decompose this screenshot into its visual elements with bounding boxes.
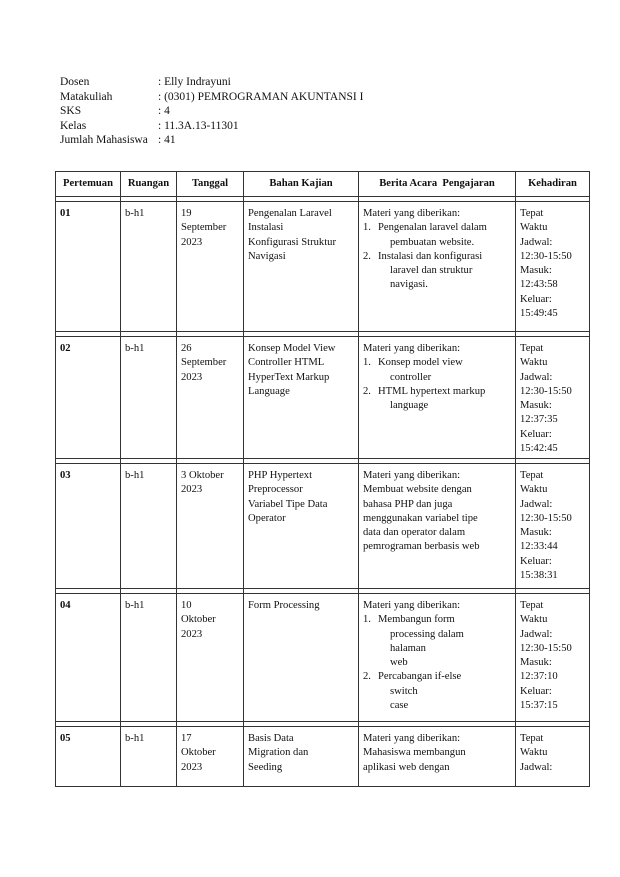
bahan-kajian-line: Form Processing xyxy=(248,600,320,611)
info-kelas xyxy=(60,119,363,134)
cell-pertemuan xyxy=(56,594,121,722)
info-matakuliah xyxy=(60,90,363,105)
bahan-kajian-line: Variabel Tipe Data xyxy=(248,498,328,510)
berita-item-number: 1. xyxy=(363,222,371,234)
ruangan-value: b-h1 xyxy=(125,343,145,354)
tanggal-value xyxy=(177,464,243,498)
tanggal-line: 26 xyxy=(181,343,192,354)
berita-item-line: case xyxy=(390,700,409,712)
kehadiran-line: Jadwal: xyxy=(520,236,553,248)
tanggal-line: 19 xyxy=(181,208,192,219)
info-jumlah-mahasiswa xyxy=(60,133,363,148)
tanggal-line: 3 Oktober xyxy=(181,470,224,481)
table-body xyxy=(56,197,590,787)
bahan-kajian-line: Seeding xyxy=(248,761,283,773)
info-dosen xyxy=(60,75,363,90)
ruangan-value: b-h1 xyxy=(125,733,145,744)
cell-berita-acara xyxy=(359,594,516,722)
berita-item-line: Membangun form xyxy=(378,614,455,626)
berita-item-line: Percabangan if-else xyxy=(378,671,462,683)
bahan-kajian-line: Migration dan xyxy=(248,747,309,759)
berita-text-line: pemrograman berbasis web xyxy=(363,541,480,553)
cell-berita-acara xyxy=(359,727,516,787)
berita-lead: Materi yang diberikan: xyxy=(363,470,461,481)
berita-item xyxy=(363,356,512,385)
table-row xyxy=(56,594,590,722)
kehadiran-line: Keluar: xyxy=(520,685,552,697)
cell-kehadiran xyxy=(516,594,590,722)
cell-tanggal xyxy=(177,727,244,787)
cell-bahan-kajian xyxy=(244,594,359,722)
kehadiran-line: 12:33:44 xyxy=(520,541,558,553)
tanggal-line: 2023 xyxy=(181,371,203,383)
kehadiran-line: Keluar: xyxy=(520,293,552,305)
cell-ruangan xyxy=(121,337,177,459)
tanggal-line: 17 xyxy=(181,733,192,744)
tanggal-value xyxy=(177,337,243,385)
berita-item-line: switch xyxy=(390,685,418,697)
bahan-kajian-line: Basis Data xyxy=(248,733,294,744)
berita-item xyxy=(363,385,512,414)
tanggal-value xyxy=(177,727,243,775)
kehadiran-line: Tepat xyxy=(520,343,544,354)
table-row xyxy=(56,337,590,459)
tanggal-line: 2023 xyxy=(181,628,203,640)
bahan-kajian-line: HyperText Markup xyxy=(248,371,330,383)
kehadiran-line: 12:43:58 xyxy=(520,279,558,291)
berita-item-line: pembuatan website. xyxy=(390,236,475,248)
ruangan-value: b-h1 xyxy=(125,470,145,481)
kehadiran-line: Waktu xyxy=(520,222,548,234)
header-pertemuan: Pertemuan xyxy=(56,172,121,197)
kehadiran-line: 12:37:10 xyxy=(520,671,558,683)
kehadiran-line: Jadwal: xyxy=(520,761,553,773)
berita-item-line: Pengenalan laravel dalam xyxy=(378,222,487,234)
berita-item xyxy=(363,613,512,670)
berita-item-text xyxy=(378,356,463,385)
bahan-kajian-line: Konsep Model View xyxy=(248,343,336,354)
bahan-kajian-line: Preprocessor xyxy=(248,484,303,496)
berita-item-line: laravel dan struktur xyxy=(390,265,473,277)
kehadiran-line: Keluar: xyxy=(520,555,552,567)
berita-acara-table xyxy=(55,171,590,787)
kehadiran-line: 15:42:45 xyxy=(520,443,558,455)
kehadiran-value xyxy=(516,594,589,713)
dosen-label: Dosen xyxy=(60,76,90,88)
kehadiran-line: 12:30-15:50 xyxy=(520,250,572,262)
kehadiran-value xyxy=(516,337,589,456)
pertemuan-number: 01 xyxy=(60,208,71,219)
berita-text-line: Membuat website dengan xyxy=(363,484,472,496)
kehadiran-line: Tepat xyxy=(520,208,544,219)
course-info xyxy=(60,75,363,148)
table-header xyxy=(56,172,590,197)
berita-text-line: data dan operator dalam xyxy=(363,527,466,539)
bahan-kajian-line: PHP Hypertext xyxy=(248,470,313,481)
kehadiran-line: Keluar: xyxy=(520,428,552,440)
berita-item-text xyxy=(378,250,482,293)
matakuliah-label: Matakuliah xyxy=(60,90,113,103)
berita-text-line: Mahasiswa membangun xyxy=(363,747,466,759)
berita-item xyxy=(363,250,512,293)
tanggal-value xyxy=(177,202,243,250)
berita-item-number: 1. xyxy=(363,614,371,626)
tanggal-line: September xyxy=(181,357,227,369)
header-berita-acara: Berita Acara Pengajaran xyxy=(359,172,516,197)
berita-acara-value xyxy=(359,727,515,775)
berita-text-line: aplikasi web dengan xyxy=(363,761,450,773)
berita-lead: Materi yang diberikan: xyxy=(363,208,461,219)
kehadiran-line: Masuk: xyxy=(520,527,552,539)
cell-bahan-kajian xyxy=(244,202,359,332)
berita-item-number: 2. xyxy=(363,671,371,683)
jumlah-mahasiswa-label: Jumlah Mahasiswa xyxy=(60,134,148,146)
cell-tanggal xyxy=(177,594,244,722)
bahan-kajian-line: Pengenalan Laravel xyxy=(248,208,332,219)
berita-lead: Materi yang diberikan: xyxy=(363,600,461,611)
kehadiran-line: Tepat xyxy=(520,733,544,744)
kehadiran-line: Waktu xyxy=(520,614,548,626)
tanggal-line: 2023 xyxy=(181,236,203,248)
kehadiran-line: Masuk: xyxy=(520,265,552,277)
cell-bahan-kajian xyxy=(244,337,359,459)
kelas-label: Kelas xyxy=(60,119,87,132)
pertemuan-number: 04 xyxy=(60,600,71,611)
tanggal-line: 2023 xyxy=(181,484,203,496)
kehadiran-line: 12:37:35 xyxy=(520,414,558,426)
berita-item-text xyxy=(378,613,464,670)
kehadiran-line: Waktu xyxy=(520,747,548,759)
dosen-value: : Elly Indrayuni xyxy=(158,76,231,88)
berita-item-line: language xyxy=(390,400,429,412)
berita-item xyxy=(363,221,512,250)
berita-item-line: Konsep model view xyxy=(378,357,463,369)
sks-label: SKS xyxy=(60,105,82,117)
berita-item-text xyxy=(378,221,487,250)
berita-acara-value xyxy=(359,464,515,555)
cell-ruangan xyxy=(121,727,177,787)
berita-item-number: 1. xyxy=(363,357,371,369)
tanggal-line: Oktober xyxy=(181,747,216,759)
tanggal-value xyxy=(177,594,243,642)
berita-item-line: processing dalam xyxy=(390,628,464,640)
kehadiran-line: Tepat xyxy=(520,600,544,611)
table-row xyxy=(56,464,590,589)
cell-ruangan xyxy=(121,202,177,332)
kehadiran-line: 15:38:31 xyxy=(520,570,558,582)
berita-item xyxy=(363,670,512,713)
bahan-kajian-line: Navigasi xyxy=(248,250,286,262)
kehadiran-value xyxy=(516,727,589,775)
berita-item-number: 2. xyxy=(363,250,371,262)
cell-berita-acara xyxy=(359,464,516,589)
berita-acara-value xyxy=(359,337,515,413)
cell-berita-acara xyxy=(359,202,516,332)
kehadiran-line: 15:49:45 xyxy=(520,308,558,320)
bahan-kajian-value xyxy=(244,464,358,526)
header-kehadiran: Kehadiran xyxy=(516,172,590,197)
berita-acara-value xyxy=(359,202,515,293)
berita-item-line: web xyxy=(390,657,408,669)
tanggal-line: Oktober xyxy=(181,614,216,626)
sks-value: : 4 xyxy=(158,105,170,117)
tanggal-line: 10 xyxy=(181,600,192,611)
kehadiran-line: Waktu xyxy=(520,484,548,496)
tanggal-line: September xyxy=(181,222,227,234)
pertemuan-number: 03 xyxy=(60,470,71,481)
bahan-kajian-value xyxy=(244,202,358,264)
bahan-kajian-value xyxy=(244,727,358,775)
bahan-kajian-value xyxy=(244,594,358,613)
cell-kehadiran xyxy=(516,202,590,332)
header-bahan-kajian: Bahan Kajian xyxy=(244,172,359,197)
table-row xyxy=(56,727,590,787)
ruangan-value: b-h1 xyxy=(125,208,145,219)
ruangan-value: b-h1 xyxy=(125,600,145,611)
cell-berita-acara xyxy=(359,337,516,459)
kehadiran-line: 12:30-15:50 xyxy=(520,642,572,654)
cell-pertemuan xyxy=(56,464,121,589)
bahan-kajian-line: Language xyxy=(248,385,290,397)
berita-item-line: HTML hypertext markup xyxy=(378,385,486,397)
berita-text-line: bahasa PHP dan juga xyxy=(363,498,453,510)
cell-kehadiran xyxy=(516,464,590,589)
header-ruangan: Ruangan xyxy=(121,172,177,197)
berita-item-number: 2. xyxy=(363,385,371,397)
berita-item-text xyxy=(378,670,461,713)
berita-item-text xyxy=(378,385,485,414)
bahan-kajian-line: Konfigurasi Struktur xyxy=(248,236,336,248)
bahan-kajian-value xyxy=(244,337,358,399)
berita-item-line: controller xyxy=(390,371,432,383)
cell-pertemuan xyxy=(56,727,121,787)
kehadiran-line: Jadwal: xyxy=(520,628,553,640)
cell-tanggal xyxy=(177,337,244,459)
berita-text-line: menggunakan variabel tipe xyxy=(363,512,478,524)
cell-bahan-kajian xyxy=(244,464,359,589)
bahan-kajian-line: Controller HTML xyxy=(248,357,325,369)
kehadiran-line: Tepat xyxy=(520,470,544,481)
berita-item-line: halaman xyxy=(390,642,426,654)
kehadiran-value xyxy=(516,202,589,321)
cell-bahan-kajian xyxy=(244,727,359,787)
cell-pertemuan xyxy=(56,202,121,332)
kehadiran-line: Jadwal: xyxy=(520,371,553,383)
kelas-value: : 11.3A.13-11301 xyxy=(158,119,239,132)
berita-lead: Materi yang diberikan: xyxy=(363,733,461,744)
info-sks xyxy=(60,104,363,119)
berita-item-line: navigasi. xyxy=(390,279,428,291)
tanggal-line: 2023 xyxy=(181,761,203,773)
kehadiran-line: Masuk: xyxy=(520,657,552,669)
kehadiran-value xyxy=(516,464,589,583)
pertemuan-number: 02 xyxy=(60,343,71,354)
cell-ruangan xyxy=(121,594,177,722)
jumlah-mahasiswa-value: : 41 xyxy=(158,134,176,146)
kehadiran-line: 12:30-15:50 xyxy=(520,512,572,524)
header-tanggal: Tanggal xyxy=(177,172,244,197)
cell-tanggal xyxy=(177,202,244,332)
berita-lead: Materi yang diberikan: xyxy=(363,343,461,354)
cell-ruangan xyxy=(121,464,177,589)
bahan-kajian-line: Operator xyxy=(248,512,286,524)
berita-item-line: Instalasi dan konfigurasi xyxy=(378,250,483,262)
kehadiran-line: Masuk: xyxy=(520,400,552,412)
kehadiran-line: 15:37:15 xyxy=(520,700,558,712)
kehadiran-line: Waktu xyxy=(520,357,548,369)
cell-kehadiran xyxy=(516,727,590,787)
kehadiran-line: 12:30-15:50 xyxy=(520,385,572,397)
berita-acara-value xyxy=(359,594,515,713)
matakuliah-value: : (0301) PEMROGRAMAN AKUNTANSI I xyxy=(158,90,364,103)
pertemuan-number: 05 xyxy=(60,733,71,744)
table-row xyxy=(56,202,590,332)
cell-tanggal xyxy=(177,464,244,589)
bahan-kajian-line: Instalasi xyxy=(248,222,284,234)
kehadiran-line: Jadwal: xyxy=(520,498,553,510)
cell-pertemuan xyxy=(56,337,121,459)
cell-kehadiran xyxy=(516,337,590,459)
